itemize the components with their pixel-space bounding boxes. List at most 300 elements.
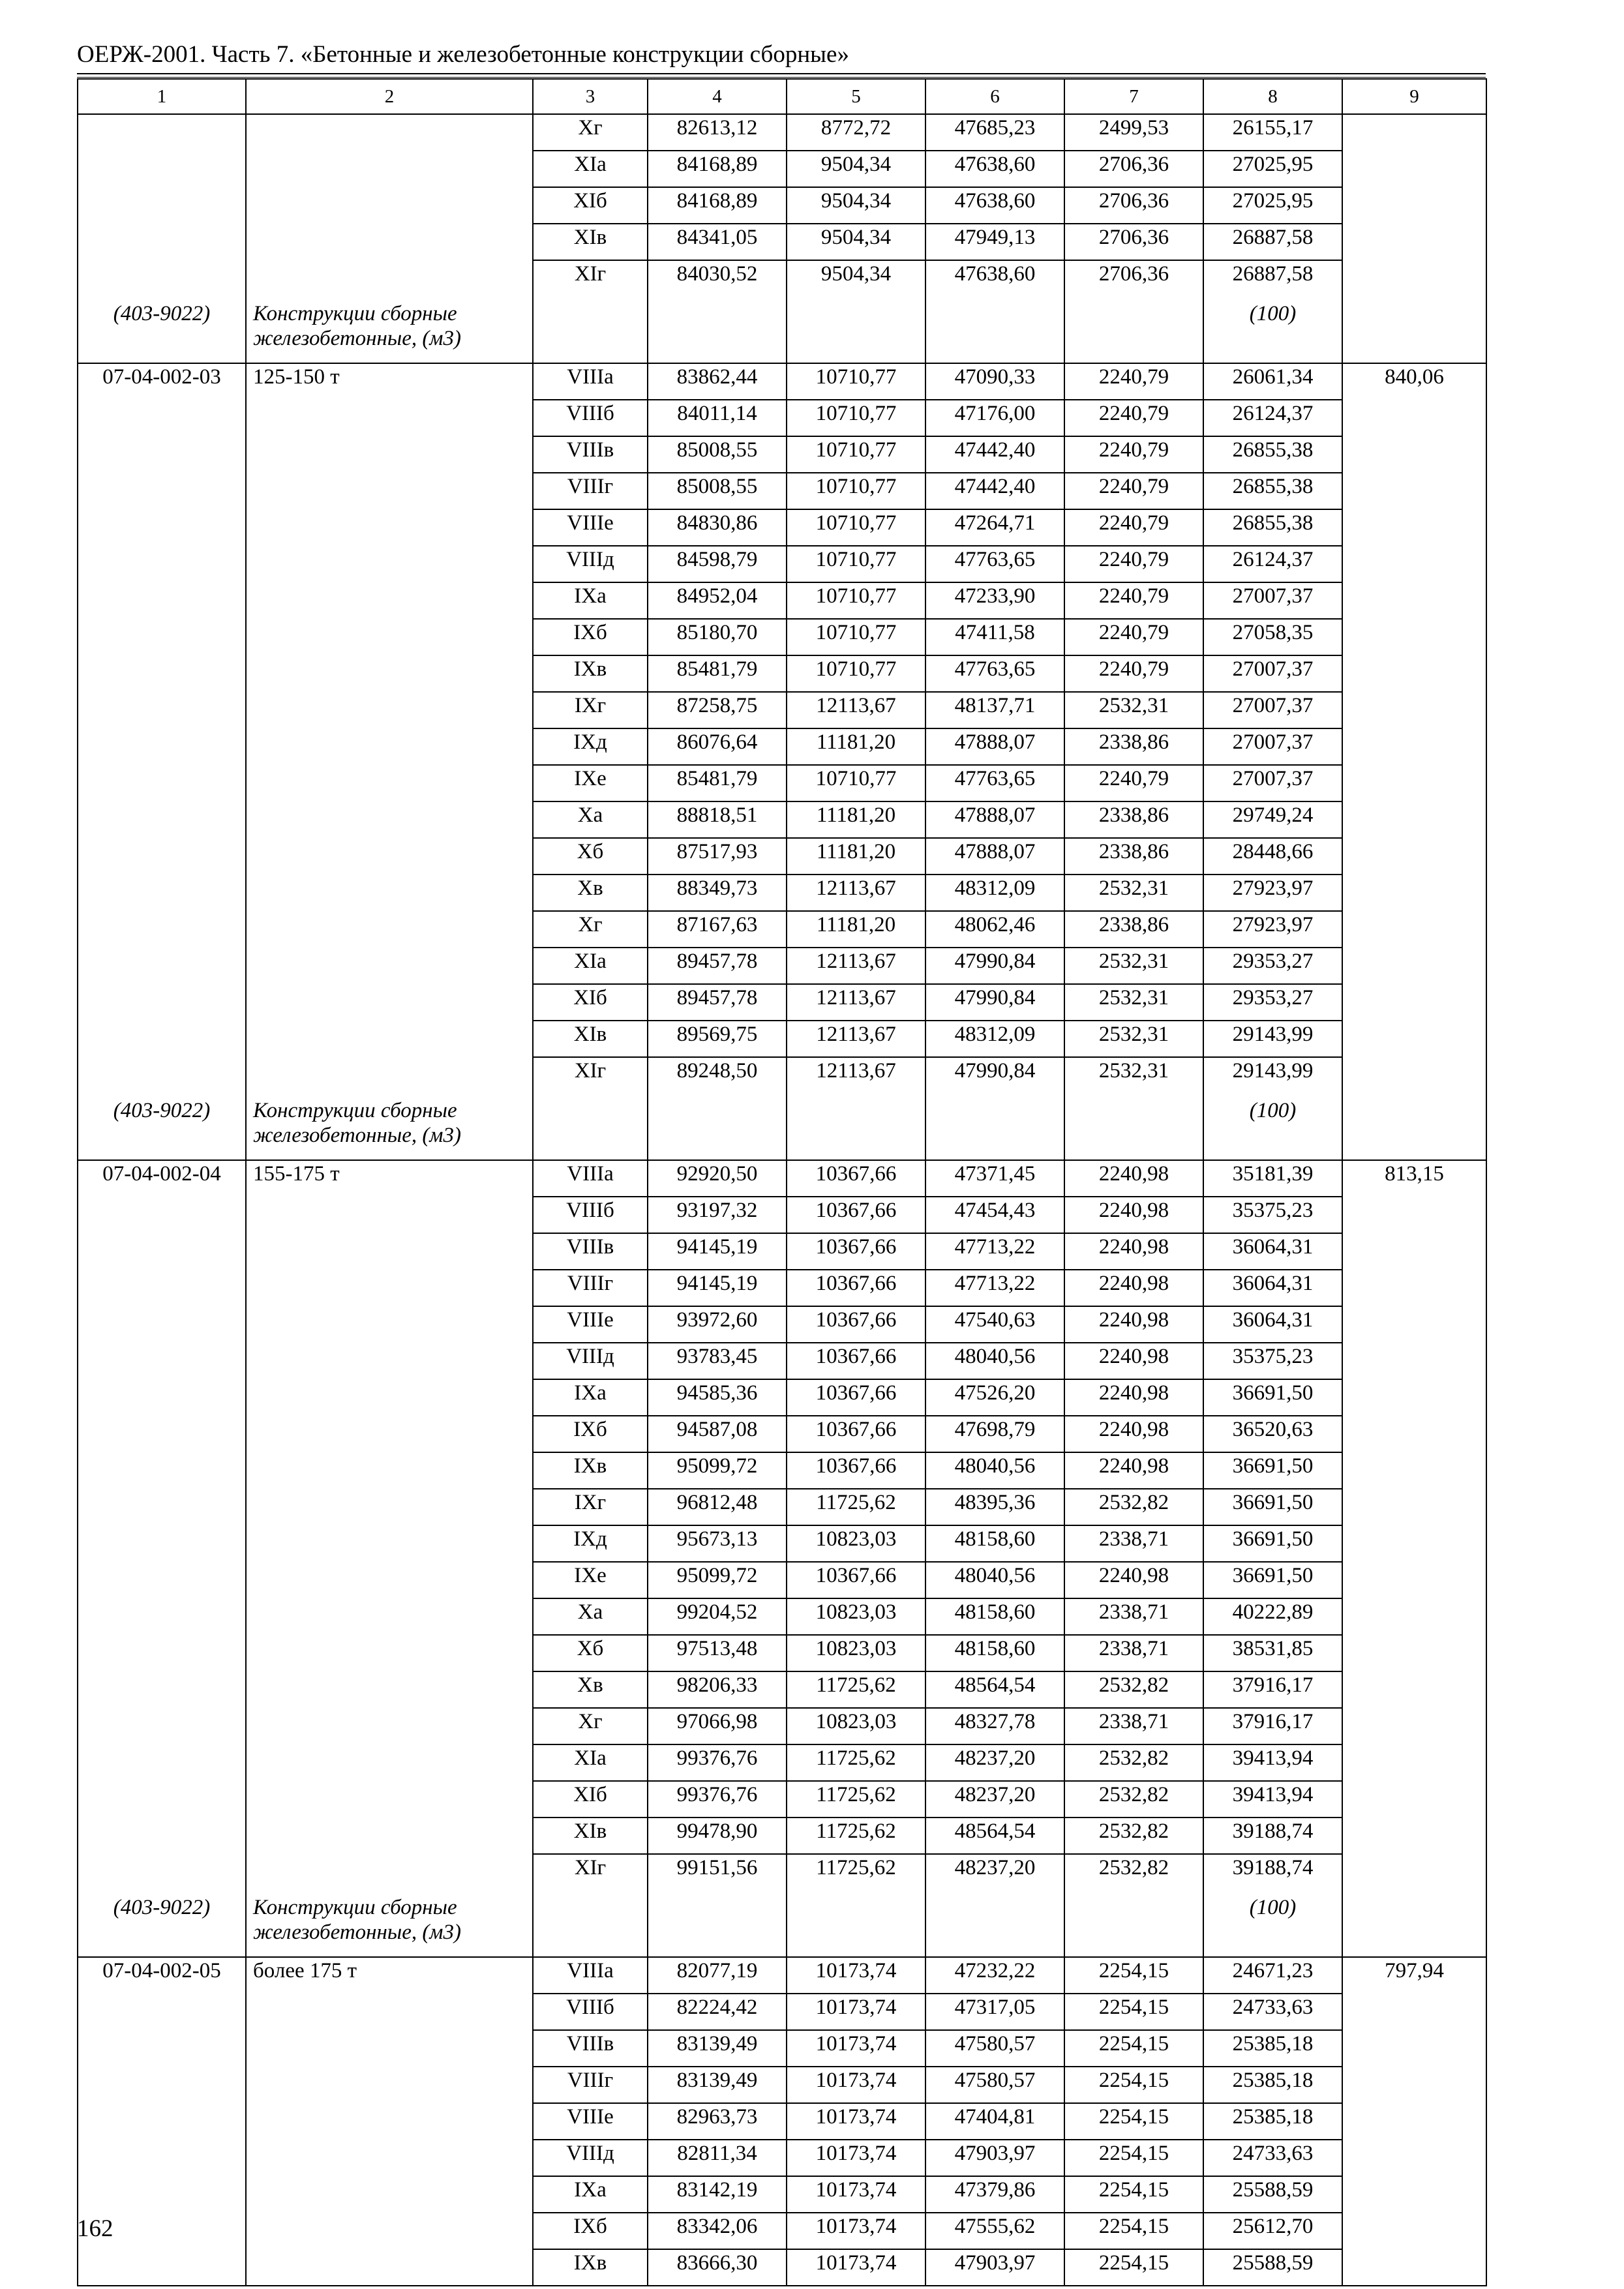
- empty-cell: [648, 296, 787, 363]
- value-cell: 27025,95: [1203, 187, 1342, 224]
- value-cell: 2532,31: [1064, 984, 1203, 1021]
- value-cell: 2240,98: [1064, 1416, 1203, 1452]
- value-cell: 39188,74: [1203, 1818, 1342, 1854]
- value-cell: 2240,79: [1064, 436, 1203, 473]
- zone-cell: Xг: [533, 911, 648, 948]
- zone-cell: IXa: [533, 582, 648, 619]
- value-cell: 36691,50: [1203, 1489, 1342, 1525]
- zone-cell: IXв: [533, 1452, 648, 1489]
- empty-cell: [787, 1890, 925, 1957]
- value-cell: 2532,82: [1064, 1781, 1203, 1818]
- value-cell: 25612,70: [1203, 2213, 1342, 2249]
- value-cell: 84341,05: [648, 224, 787, 260]
- col9-cell: [1342, 1489, 1486, 1525]
- column-number: 2: [246, 79, 533, 114]
- rate-code-cell: [78, 1197, 246, 1233]
- col9-cell: [1342, 1708, 1486, 1744]
- value-cell: 48327,78: [925, 1708, 1064, 1744]
- rate-code-cell: [78, 1379, 246, 1416]
- col9-cell: [1342, 801, 1486, 838]
- value-cell: 36064,31: [1203, 1233, 1342, 1270]
- zone-cell: Xa: [533, 801, 648, 838]
- value-cell: 10710,77: [787, 582, 925, 619]
- value-cell: 2254,15: [1064, 2249, 1203, 2286]
- zone-cell: VIIIб: [533, 1994, 648, 2030]
- value-cell: 36691,50: [1203, 1452, 1342, 1489]
- value-cell: 96812,48: [648, 1489, 787, 1525]
- value-cell: 25385,18: [1203, 2030, 1342, 2067]
- rate-code-cell: [78, 151, 246, 187]
- value-cell: 26855,38: [1203, 436, 1342, 473]
- value-cell: 12113,67: [787, 692, 925, 728]
- table-row: [78, 473, 1486, 509]
- table-row: [78, 1671, 1486, 1708]
- table-row: [78, 875, 1486, 911]
- value-cell: 2532,31: [1064, 1021, 1203, 1057]
- empty-cell: [925, 1093, 1064, 1160]
- zone-cell: VIIIг: [533, 2067, 648, 2103]
- value-cell: 48040,56: [925, 1562, 1064, 1598]
- table-row: [78, 363, 1486, 400]
- value-cell: 2338,71: [1064, 1708, 1203, 1744]
- value-cell: 10367,66: [787, 1197, 925, 1233]
- zone-cell: VIIIг: [533, 1270, 648, 1306]
- col9-cell: 813,15: [1342, 1160, 1486, 1197]
- value-cell: 2240,98: [1064, 1270, 1203, 1306]
- resource-name: [246, 1890, 533, 1957]
- value-cell: 89569,75: [648, 1021, 787, 1057]
- value-cell: 94145,19: [648, 1233, 787, 1270]
- rate-code-cell: [78, 2176, 246, 2213]
- value-cell: 2338,71: [1064, 1635, 1203, 1671]
- value-cell: 26155,17: [1203, 114, 1342, 151]
- value-cell: 26124,37: [1203, 400, 1342, 436]
- zone-cell: XIв: [533, 224, 648, 260]
- value-cell: 2532,82: [1064, 1489, 1203, 1525]
- table-row: [78, 1233, 1486, 1270]
- value-cell: 47763,65: [925, 546, 1064, 582]
- value-cell: 10173,74: [787, 1957, 925, 1994]
- rate-code-cell: [78, 2249, 246, 2286]
- rate-name-cell: [246, 2249, 533, 2286]
- value-cell: 10710,77: [787, 765, 925, 801]
- col9-cell: [1342, 1635, 1486, 1671]
- table-row: [78, 509, 1486, 546]
- value-cell: 28448,66: [1203, 838, 1342, 875]
- table-row: [78, 1818, 1486, 1854]
- zone-cell: XIa: [533, 151, 648, 187]
- col9-cell: [1342, 1379, 1486, 1416]
- empty-cell: [533, 296, 648, 363]
- value-cell: 48137,71: [925, 692, 1064, 728]
- value-cell: 10173,74: [787, 2249, 925, 2286]
- value-cell: 47379,86: [925, 2176, 1064, 2213]
- value-cell: 83666,30: [648, 2249, 787, 2286]
- resource-name-line: Конструкции сборные: [253, 1896, 457, 1919]
- value-cell: 37916,17: [1203, 1671, 1342, 1708]
- resource-norm: (100): [1203, 1093, 1342, 1160]
- value-cell: 27923,97: [1203, 875, 1342, 911]
- col9-cell: [1342, 2103, 1486, 2140]
- zone-cell: IXд: [533, 1525, 648, 1562]
- rate-code-cell: [78, 473, 246, 509]
- rate-code-cell: [78, 948, 246, 984]
- rate-code-cell: [78, 619, 246, 655]
- value-cell: 2240,79: [1064, 363, 1203, 400]
- value-cell: 10173,74: [787, 2176, 925, 2213]
- column-number-row: [78, 79, 1486, 114]
- value-cell: 2254,15: [1064, 2176, 1203, 2213]
- value-cell: 27007,37: [1203, 728, 1342, 765]
- zone-cell: XIб: [533, 984, 648, 1021]
- value-cell: 35375,23: [1203, 1343, 1342, 1379]
- rate-name-cell: [246, 1452, 533, 1489]
- value-cell: 82077,19: [648, 1957, 787, 1994]
- table-row: [78, 187, 1486, 224]
- rate-name-cell: [246, 1233, 533, 1270]
- col9-cell: [1342, 984, 1486, 1021]
- value-cell: 47555,62: [925, 2213, 1064, 2249]
- column-number: 1: [78, 79, 246, 114]
- value-cell: 29143,99: [1203, 1057, 1342, 1093]
- column-number: 7: [1064, 79, 1203, 114]
- value-cell: 12113,67: [787, 1021, 925, 1057]
- value-cell: 29353,27: [1203, 948, 1342, 984]
- rate-name-cell: [246, 2103, 533, 2140]
- value-cell: 36064,31: [1203, 1270, 1342, 1306]
- value-cell: 24733,63: [1203, 2140, 1342, 2176]
- zone-cell: VIIIд: [533, 2140, 648, 2176]
- zone-cell: Xa: [533, 1598, 648, 1635]
- value-cell: 2254,15: [1064, 1994, 1203, 2030]
- value-cell: 2240,98: [1064, 1562, 1203, 1598]
- value-cell: 48237,20: [925, 1744, 1064, 1781]
- rate-name-cell: более 175 т: [246, 1957, 533, 1994]
- zone-cell: VIIIд: [533, 1343, 648, 1379]
- value-cell: 10710,77: [787, 363, 925, 400]
- value-cell: 47442,40: [925, 436, 1064, 473]
- rate-name-cell: [246, 838, 533, 875]
- rate-code-cell: [78, 875, 246, 911]
- empty-cell: [1064, 1093, 1203, 1160]
- value-cell: 84598,79: [648, 546, 787, 582]
- value-cell: 84030,52: [648, 260, 787, 296]
- rate-name-cell: [246, 1744, 533, 1781]
- value-cell: 35375,23: [1203, 1197, 1342, 1233]
- col9-cell: [1342, 1781, 1486, 1818]
- col9-cell: [1342, 1671, 1486, 1708]
- resource-norm: (100): [1203, 296, 1342, 363]
- col9-cell: [1342, 1525, 1486, 1562]
- value-cell: 10173,74: [787, 2103, 925, 2140]
- zone-cell: VIIIe: [533, 2103, 648, 2140]
- col9-cell: [1342, 2067, 1486, 2103]
- rate-code-cell: [78, 1057, 246, 1093]
- value-cell: 9504,34: [787, 187, 925, 224]
- rate-name-cell: [246, 1306, 533, 1343]
- value-cell: 93197,32: [648, 1197, 787, 1233]
- value-cell: 11725,62: [787, 1744, 925, 1781]
- rate-code-cell: [78, 1708, 246, 1744]
- column-number: 5: [787, 79, 925, 114]
- rate-code-cell: [78, 1416, 246, 1452]
- col9-cell: 840,06: [1342, 363, 1486, 400]
- rate-name-cell: [246, 1635, 533, 1671]
- value-cell: 10710,77: [787, 655, 925, 692]
- column-number: 4: [648, 79, 787, 114]
- value-cell: 26124,37: [1203, 546, 1342, 582]
- value-cell: 10367,66: [787, 1343, 925, 1379]
- resource-name: [246, 1093, 533, 1160]
- value-cell: 47990,84: [925, 984, 1064, 1021]
- value-cell: 10367,66: [787, 1233, 925, 1270]
- value-cell: 48312,09: [925, 875, 1064, 911]
- rate-code-cell: [78, 1781, 246, 1818]
- value-cell: 84830,86: [648, 509, 787, 546]
- value-cell: 10367,66: [787, 1452, 925, 1489]
- value-cell: 2240,79: [1064, 765, 1203, 801]
- value-cell: 84168,89: [648, 151, 787, 187]
- rate-code-cell: [78, 1270, 246, 1306]
- value-cell: 11181,20: [787, 838, 925, 875]
- table-row: [78, 151, 1486, 187]
- rate-code-cell: [78, 1598, 246, 1635]
- empty-cell: [648, 1093, 787, 1160]
- rate-name-cell: [246, 911, 533, 948]
- col9-cell: [1342, 948, 1486, 984]
- rate-name-cell: [246, 1671, 533, 1708]
- zone-cell: IXe: [533, 1562, 648, 1598]
- rate-name-cell: [246, 187, 533, 224]
- value-cell: 47713,22: [925, 1270, 1064, 1306]
- value-cell: 85481,79: [648, 765, 787, 801]
- rate-code-cell: [78, 582, 246, 619]
- value-cell: 12113,67: [787, 875, 925, 911]
- value-cell: 83862,44: [648, 363, 787, 400]
- col9-cell: [1342, 2213, 1486, 2249]
- rate-name-cell: [246, 2140, 533, 2176]
- table-row: [78, 1489, 1486, 1525]
- value-cell: 2338,86: [1064, 728, 1203, 765]
- value-cell: 37916,17: [1203, 1708, 1342, 1744]
- rate-name-cell: [246, 1270, 533, 1306]
- col9-cell: [1342, 436, 1486, 473]
- col9-cell: [1342, 2030, 1486, 2067]
- value-cell: 47990,84: [925, 948, 1064, 984]
- value-cell: 47442,40: [925, 473, 1064, 509]
- value-cell: 29353,27: [1203, 984, 1342, 1021]
- value-cell: 47404,81: [925, 2103, 1064, 2140]
- zone-cell: IXг: [533, 692, 648, 728]
- value-cell: 95099,72: [648, 1562, 787, 1598]
- value-cell: 47685,23: [925, 114, 1064, 151]
- value-cell: 99151,56: [648, 1854, 787, 1890]
- resource-ref: (403-9022): [78, 1890, 246, 1957]
- zone-cell: VIIIг: [533, 473, 648, 509]
- value-cell: 47176,00: [925, 400, 1064, 436]
- value-cell: 2254,15: [1064, 2140, 1203, 2176]
- empty-cell: [533, 1890, 648, 1957]
- value-cell: 84011,14: [648, 400, 787, 436]
- table-row: [78, 655, 1486, 692]
- value-cell: 36520,63: [1203, 1416, 1342, 1452]
- table-row: [78, 801, 1486, 838]
- resource-name-line: железобетонные, (м3): [253, 1921, 461, 1944]
- value-cell: 89457,78: [648, 984, 787, 1021]
- table-row: [78, 1379, 1486, 1416]
- table-row: [78, 2213, 1486, 2249]
- col9-cell: [1342, 1452, 1486, 1489]
- empty-cell: [648, 1890, 787, 1957]
- empty-cell: [925, 296, 1064, 363]
- column-number: 8: [1203, 79, 1342, 114]
- rate-name-cell: [246, 875, 533, 911]
- value-cell: 11725,62: [787, 1818, 925, 1854]
- rate-name-cell: [246, 1994, 533, 2030]
- value-cell: 10367,66: [787, 1306, 925, 1343]
- value-cell: 2706,36: [1064, 260, 1203, 296]
- col9-cell: 797,94: [1342, 1957, 1486, 1994]
- rate-code-cell: [78, 2140, 246, 2176]
- rates-table: [77, 78, 1487, 2286]
- rate-code-cell: [78, 1994, 246, 2030]
- zone-cell: IXг: [533, 1489, 648, 1525]
- zone-cell: VIIIв: [533, 2030, 648, 2067]
- value-cell: 47949,13: [925, 224, 1064, 260]
- column-number: 6: [925, 79, 1064, 114]
- table-row: [78, 838, 1486, 875]
- table-row: [78, 1452, 1486, 1489]
- zone-cell: VIIIд: [533, 546, 648, 582]
- page-header-title: ОЕРЖ-2001. Часть 7. «Бетонные и железобетонные конструкции сборные»: [77, 41, 849, 68]
- table-row: [78, 2140, 1486, 2176]
- rate-code-cell: 07-04-002-05: [78, 1957, 246, 1994]
- rate-code-cell: [78, 1525, 246, 1562]
- col9-cell: [1342, 1306, 1486, 1343]
- rate-code-cell: [78, 838, 246, 875]
- rate-name-cell: [246, 1343, 533, 1379]
- table-row: [78, 1525, 1486, 1562]
- col9-cell: [1342, 400, 1486, 436]
- value-cell: 92920,50: [648, 1160, 787, 1197]
- value-cell: 95673,13: [648, 1525, 787, 1562]
- empty-cell: [787, 1093, 925, 1160]
- rate-code-cell: [78, 728, 246, 765]
- value-cell: 2254,15: [1064, 2103, 1203, 2140]
- rate-name-cell: [246, 1598, 533, 1635]
- value-cell: 2532,82: [1064, 1854, 1203, 1890]
- value-cell: 10173,74: [787, 2030, 925, 2067]
- value-cell: 47888,07: [925, 838, 1064, 875]
- value-cell: 12113,67: [787, 984, 925, 1021]
- value-cell: 2240,98: [1064, 1343, 1203, 1379]
- zone-cell: IXб: [533, 2213, 648, 2249]
- rate-name-cell: [246, 2213, 533, 2249]
- empty-cell: [787, 296, 925, 363]
- value-cell: 47580,57: [925, 2067, 1064, 2103]
- table-row: [78, 2067, 1486, 2103]
- zone-cell: IXд: [533, 728, 648, 765]
- column-number: 3: [533, 79, 648, 114]
- rate-code-cell: [78, 114, 246, 151]
- value-cell: 36691,50: [1203, 1562, 1342, 1598]
- value-cell: 26855,38: [1203, 473, 1342, 509]
- value-cell: 99376,76: [648, 1744, 787, 1781]
- value-cell: 48395,36: [925, 1489, 1064, 1525]
- zone-cell: IXв: [533, 2249, 648, 2286]
- table-row: [78, 436, 1486, 473]
- zone-cell: VIIIб: [533, 400, 648, 436]
- value-cell: 27007,37: [1203, 692, 1342, 728]
- rate-name-cell: [246, 1379, 533, 1416]
- col9-cell: [1342, 1270, 1486, 1306]
- table-row: [78, 692, 1486, 728]
- rate-name-cell: [246, 1525, 533, 1562]
- value-cell: 10823,03: [787, 1598, 925, 1635]
- table-row: [78, 546, 1486, 582]
- resource-ref: (403-9022): [78, 296, 246, 363]
- col9-cell: [1342, 2249, 1486, 2286]
- zone-cell: XIв: [533, 1818, 648, 1854]
- value-cell: 12113,67: [787, 948, 925, 984]
- table-row: [78, 224, 1486, 260]
- col9-cell: [1342, 655, 1486, 692]
- rate-name-cell: [246, 1818, 533, 1854]
- value-cell: 2254,15: [1064, 2030, 1203, 2067]
- table-row: [78, 400, 1486, 436]
- value-cell: 2338,86: [1064, 801, 1203, 838]
- column-number: 9: [1342, 79, 1486, 114]
- value-cell: 2240,79: [1064, 473, 1203, 509]
- table-row: [78, 1270, 1486, 1306]
- rate-code-cell: 07-04-002-04: [78, 1160, 246, 1197]
- value-cell: 10173,74: [787, 1994, 925, 2030]
- rate-code-cell: [78, 2103, 246, 2140]
- empty-cell: [1342, 296, 1486, 363]
- value-cell: 88349,73: [648, 875, 787, 911]
- rate-name-cell: [246, 728, 533, 765]
- value-cell: 47698,79: [925, 1416, 1064, 1452]
- rate-code-cell: [78, 260, 246, 296]
- value-cell: 2499,53: [1064, 114, 1203, 151]
- col9-cell: [1342, 546, 1486, 582]
- zone-cell: VIIIa: [533, 363, 648, 400]
- value-cell: 48237,20: [925, 1854, 1064, 1890]
- rate-name-cell: [246, 1021, 533, 1057]
- col9-cell: [1342, 582, 1486, 619]
- col9-cell: [1342, 224, 1486, 260]
- rate-name-cell: [246, 655, 533, 692]
- value-cell: 47763,65: [925, 765, 1064, 801]
- resource-norm: (100): [1203, 1890, 1342, 1957]
- value-cell: 48237,20: [925, 1781, 1064, 1818]
- value-cell: 2532,31: [1064, 948, 1203, 984]
- zone-cell: IXб: [533, 1416, 648, 1452]
- value-cell: 47638,60: [925, 151, 1064, 187]
- value-cell: 26061,34: [1203, 363, 1342, 400]
- value-cell: 2240,79: [1064, 582, 1203, 619]
- empty-cell: [1342, 1093, 1486, 1160]
- table-row: [78, 911, 1486, 948]
- rate-code-cell: [78, 655, 246, 692]
- value-cell: 10710,77: [787, 619, 925, 655]
- rate-name-cell: [246, 948, 533, 984]
- rate-name-cell: [246, 801, 533, 838]
- value-cell: 87167,63: [648, 911, 787, 948]
- value-cell: 2240,98: [1064, 1197, 1203, 1233]
- value-cell: 2706,36: [1064, 151, 1203, 187]
- value-cell: 26855,38: [1203, 509, 1342, 546]
